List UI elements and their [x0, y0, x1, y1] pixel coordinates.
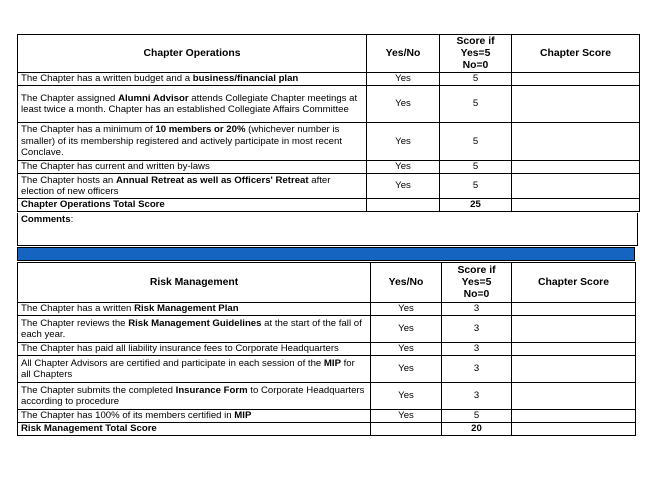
total-score: 20	[442, 423, 512, 436]
yes-no-header: Yes/No	[367, 35, 440, 73]
criterion-text: The Chapter submits the completed Insurance Form to Corporate Headquarters according to procedure	[18, 383, 371, 410]
chapter-score-cell[interactable]	[512, 73, 640, 86]
table-header-row	[18, 35, 640, 73]
total-yes-no-cell	[367, 199, 440, 212]
score-value: 3	[442, 383, 512, 410]
table-header-row	[18, 263, 636, 303]
yes-no-value: Yes	[371, 316, 442, 343]
total-chapter-score-cell[interactable]	[512, 423, 636, 436]
table-row	[18, 161, 640, 174]
yes-no-value: Yes	[371, 410, 442, 423]
chapter-score-cell[interactable]	[512, 86, 640, 123]
score-if-header: Score if Yes=5 No=0	[442, 263, 512, 303]
total-label: Risk Management Total Score	[18, 423, 371, 436]
yes-no-value: Yes	[367, 73, 440, 86]
section-title: Risk Management	[18, 263, 371, 303]
criterion-text: The Chapter has current and written by-laws	[18, 161, 367, 174]
chapter-operations-table	[17, 34, 640, 212]
section-divider-bar	[17, 247, 635, 261]
table-row	[18, 410, 636, 423]
table-row	[18, 316, 636, 343]
comments-label: Comments	[21, 214, 71, 225]
total-row	[18, 199, 640, 212]
chapter-score-cell[interactable]	[512, 303, 636, 316]
score-value: 3	[442, 316, 512, 343]
table-row	[18, 356, 636, 383]
chapter-score-cell[interactable]	[512, 123, 640, 161]
chapter-score-cell[interactable]	[512, 410, 636, 423]
criterion-text: The Chapter hosts an Annual Retreat as well as Officers' Retreat after election of new officers	[18, 174, 367, 199]
score-value: 5	[440, 73, 512, 86]
criterion-text: The Chapter reviews the Risk Management Guidelines at the start of the fall of each year.	[18, 316, 371, 343]
score-if-header: Score if Yes=5 No=0	[440, 35, 512, 73]
criterion-text: The Chapter has a written Risk Management Plan	[18, 303, 371, 316]
chapter-score-cell[interactable]	[512, 383, 636, 410]
score-value: 3	[442, 356, 512, 383]
table-row	[18, 73, 640, 86]
yes-no-value: Yes	[367, 86, 440, 123]
score-value: 5	[440, 161, 512, 174]
table-row	[18, 86, 640, 123]
chapter-score-cell[interactable]	[512, 316, 636, 343]
chapter-score-cell[interactable]	[512, 356, 636, 383]
total-score: 25	[440, 199, 512, 212]
score-value: 5	[442, 410, 512, 423]
risk-management-table	[17, 262, 636, 436]
total-yes-no-cell	[371, 423, 442, 436]
score-value: 5	[440, 123, 512, 161]
yes-no-value: Yes	[371, 303, 442, 316]
score-value: 3	[442, 303, 512, 316]
chapter-score-cell[interactable]	[512, 343, 636, 356]
yes-no-value: Yes	[367, 174, 440, 199]
table-row	[18, 174, 640, 199]
criterion-text: The Chapter has 100% of its members certified in MIP	[18, 410, 371, 423]
total-chapter-score-cell[interactable]	[512, 199, 640, 212]
table-row	[18, 343, 636, 356]
criterion-text: The Chapter has a minimum of 10 members or 20% (whichever number is smaller) of its membership registered and actively participate in most recent Conclave.	[18, 123, 367, 161]
table-row	[18, 383, 636, 410]
comments-field[interactable]: Comments:	[17, 213, 638, 246]
score-value: 5	[440, 86, 512, 123]
table-row	[18, 123, 640, 161]
score-value: 3	[442, 343, 512, 356]
criterion-text: All Chapter Advisors are certified and participate in each session of the MIP for all Chapters	[18, 356, 371, 383]
score-value: 5	[440, 174, 512, 199]
chapter-score-header: Chapter Score	[512, 263, 636, 303]
yes-no-value: Yes	[371, 343, 442, 356]
chapter-score-header: Chapter Score	[512, 35, 640, 73]
yes-no-value: Yes	[371, 356, 442, 383]
criterion-text: The Chapter assigned Alumni Advisor attends Collegiate Chapter meetings at least twice a month. Chapter has an established Collegiate Affairs Committee	[18, 86, 367, 123]
section-title: Chapter Operations	[18, 35, 367, 73]
criterion-text: The Chapter has a written budget and a business/financial plan	[18, 73, 367, 86]
chapter-score-cell[interactable]	[512, 161, 640, 174]
yes-no-value: Yes	[371, 383, 442, 410]
criterion-text: The Chapter has paid all liability insurance fees to Corporate Headquarters	[18, 343, 371, 356]
total-row	[18, 423, 636, 436]
yes-no-value: Yes	[367, 123, 440, 161]
chapter-score-cell[interactable]	[512, 174, 640, 199]
yes-no-header: Yes/No	[371, 263, 442, 303]
total-label: Chapter Operations Total Score	[18, 199, 367, 212]
table-row	[18, 303, 636, 316]
yes-no-value: Yes	[367, 161, 440, 174]
